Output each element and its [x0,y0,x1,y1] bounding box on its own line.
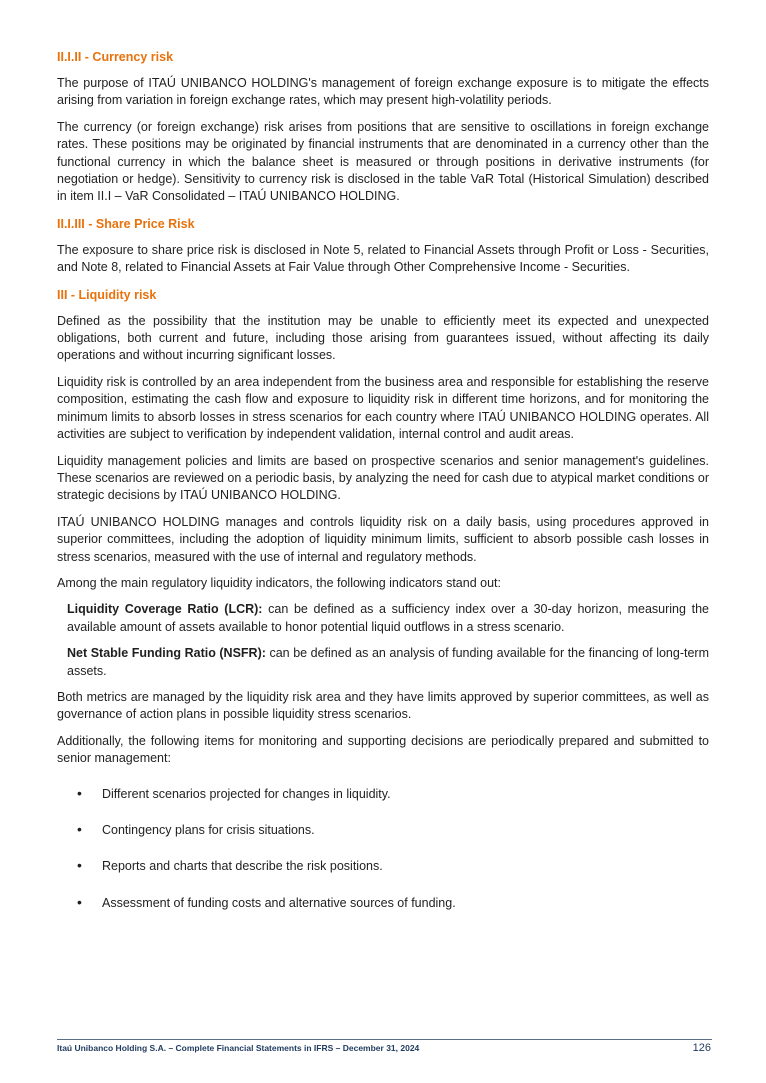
paragraph: ITAÚ UNIBANCO HOLDING manages and controls liquidity risk on a daily basis, using procedures approved in superior committees, including the adoption of liquidity minimum limits, sufficient to absorb possible cash losses in stress scenarios, measured with the use of internal and regulatory methods. [57,514,709,564]
lcr-definition [67,601,709,636]
nsfr-term: Net Stable Funding Ratio (NSFR): [67,646,266,661]
section-heading-liquidity-risk: III - Liquidity risk [57,287,157,302]
bullet-icon: • [77,857,82,874]
paragraph: Liquidity management policies and limits are based on prospective scenarios and senior management's guidelines. These scenarios are reviewed on a periodic basis, by analyzing the need for cash due to atypical market conditions or strategic decisions by ITAÚ UNIBANCO HOLDING. [57,453,709,503]
page-number: 126 [692,1042,711,1054]
paragraph: Liquidity risk is controlled by an area independent from the business area and responsible for establishing the reserve composition, estimating the cash flow and exposure to liquidity risk in different time horizons, and for monitoring the minimum limits to absorb losses in stress scenarios for each country where ITAÚ UNIBANCO HOLDING operates. All activities are subject to verification by independent validation, internal control and audit areas. [57,374,709,442]
paragraph: Among the main regulatory liquidity indicators, the following indicators stand out: [57,575,501,590]
paragraph: The exposure to share price risk is disclosed in Note 5, related to Financial Assets through Profit or Loss - Securities, and Note 8, related to Financial Assets at Fair Value through Other Comprehensive Income - Securities. [57,242,709,275]
list-item [57,822,709,839]
footer-divider [57,1039,712,1040]
list-item [57,895,709,912]
bullet-icon: • [77,893,82,910]
paragraph: The purpose of ITAÚ UNIBANCO HOLDING's management of foreign exchange exposure is to mitigate the effects arising from variation in foreign exchange rates, which may present high-volatility periods. [57,76,709,108]
paragraph: Additionally, the following items for monitoring and supporting decisions are periodically prepared and submitted to senior management: [57,733,709,766]
bullet-icon: • [77,821,82,837]
nsfr-text: can be defined as an analysis of funding available for the financing of long-term assets. [67,646,709,678]
section-heading-share-price-risk: II.I.III - Share Price Risk [57,216,195,231]
paragraph: Both metrics are managed by the liquidity risk area and they have limits approved by superior committees, as well as governance of action plans in possible liquidity stress scenarios. [57,689,709,722]
section-heading-currency-risk: II.I.II - Currency risk [57,50,174,64]
document-body [57,48,709,931]
list-item [57,858,709,875]
footer-text: Itaú Unibanco Holding S.A. – Complete Financial Statements in IFRS – December 31, 2024 [57,1043,420,1053]
bullet-list [57,786,709,913]
lcr-text: can be defined as a sufficiency index over a 30-day horizon, measuring the available amount of assets available to honor potential liquid outflows in a stress scenario. [67,602,709,634]
paragraph: The currency (or foreign exchange) risk arises from positions that are sensitive to oscillations in foreign exchange rates. These positions may be originated by financial instruments that are denominated in a currency other than the functional currency in which the balance sheet is measured or through positions in derivative instruments (for negotiation or hedge). Sensitivity to currency risk is disclosed in the table VaR Total (Historical Simulation) described in item II.I – VaR Consolidated – ITAÚ UNIBANCO HOLDING. [57,119,709,204]
list-item-text: Assessment of funding costs and alternative sources of funding. [102,895,456,910]
list-item-text: Reports and charts that describe the risk positions. [102,859,383,874]
paragraph: Defined as the possibility that the institution may be unable to efficiently meet its expected and unexpected obligations, both current and future, including those arising from guarantees issued, without affecting its daily operations and without incurring significant losses. [57,313,709,363]
list-item-text: Contingency plans for crisis situations. [102,823,315,837]
nsfr-definition [67,645,709,680]
bullet-icon: • [77,784,82,801]
lcr-term: Liquidity Coverage Ratio (LCR): [67,602,263,617]
list-item [57,786,709,803]
list-item-text: Different scenarios projected for changes in liquidity. [102,786,391,801]
